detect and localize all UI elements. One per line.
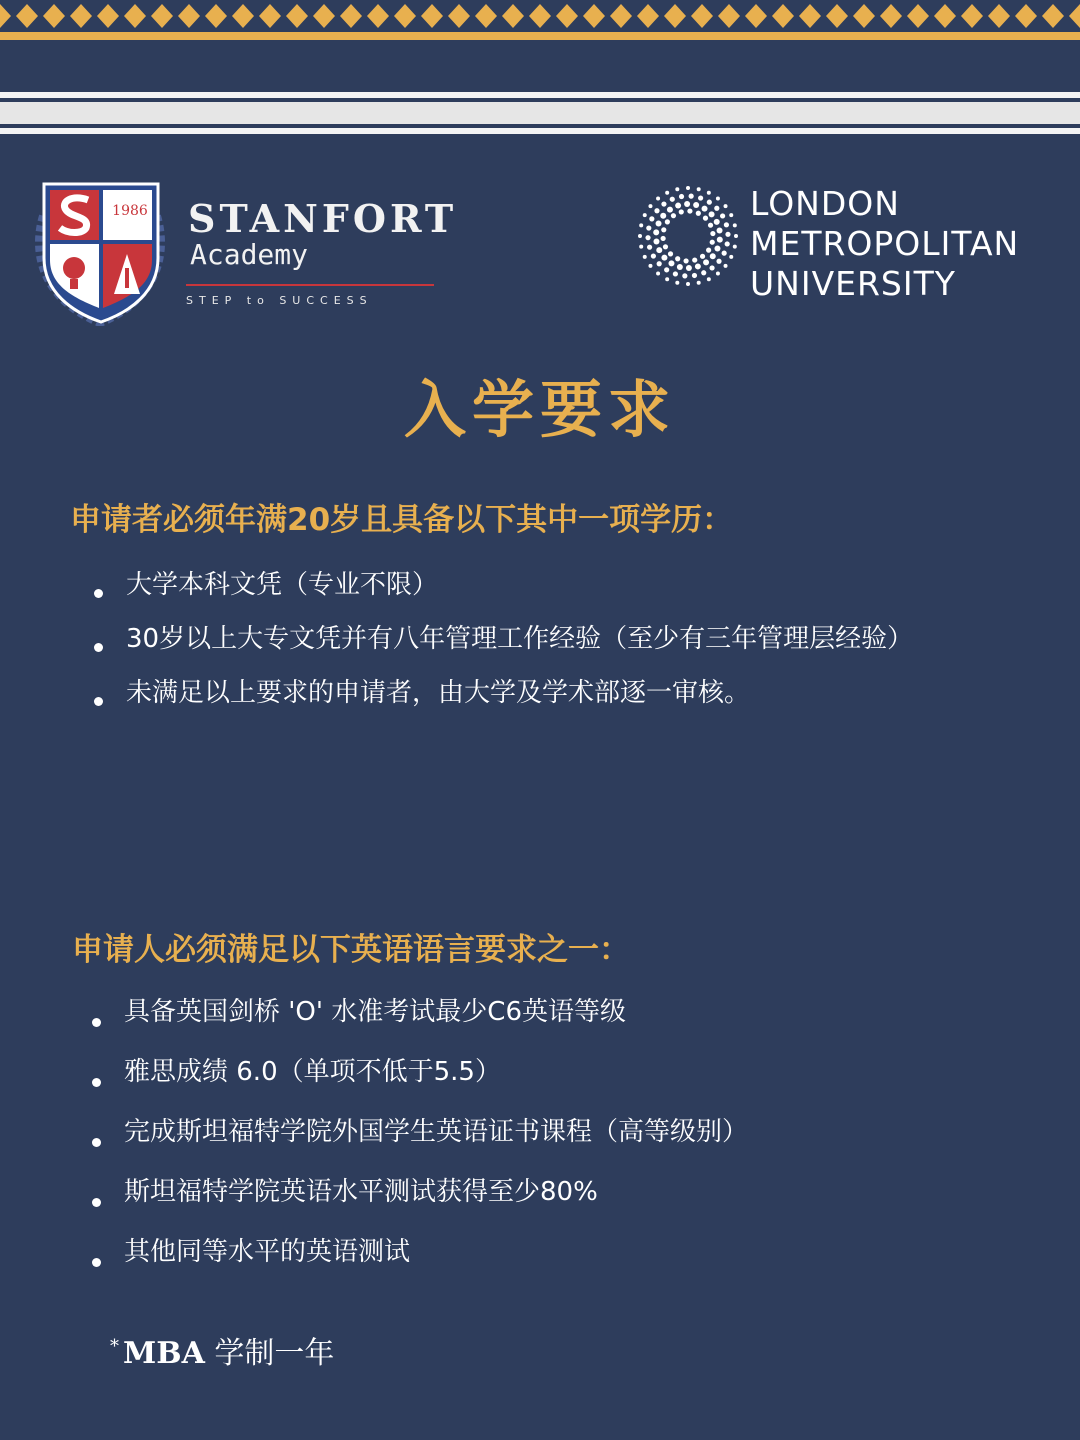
logo-dot xyxy=(649,216,654,221)
logo-dot xyxy=(648,204,652,208)
logo-dot xyxy=(682,273,687,278)
logo-dot xyxy=(714,245,720,251)
logo-dot xyxy=(661,201,666,206)
logo-dot xyxy=(661,227,666,232)
logo-dot xyxy=(729,213,733,217)
logo-dot xyxy=(707,200,712,205)
logo-dot xyxy=(665,191,669,195)
logo-dot xyxy=(734,234,738,238)
list-item: 30岁以上大专文凭并有八年管理工作经验（至少有三年管理层经验） xyxy=(126,620,913,674)
logo-dot xyxy=(656,221,662,227)
logo-dot xyxy=(729,255,733,259)
logo-dot xyxy=(665,219,670,224)
logo-dot xyxy=(684,201,690,207)
logo-dot xyxy=(725,232,730,237)
logo-dot xyxy=(643,213,647,217)
footnote-mba: MBA xyxy=(123,1336,205,1371)
logo-dot xyxy=(647,245,652,250)
education-heading: 申请者必须年满20岁且具备以下其中一项学历： xyxy=(70,502,734,538)
logo-dot xyxy=(643,255,647,259)
logo-dot xyxy=(648,264,652,268)
logo-dot xyxy=(677,264,683,270)
lmu-line-3: UNIVERSITY xyxy=(750,264,956,303)
stanfort-tagline: STEP to SUCCESS xyxy=(186,294,373,307)
logo-dot xyxy=(667,207,673,213)
logo-dot xyxy=(700,254,705,259)
list-item: 大学本科文凭（专业不限） xyxy=(126,566,913,620)
logo-dot xyxy=(716,272,720,276)
logo-dot xyxy=(687,208,692,213)
logo-dot xyxy=(702,206,708,212)
logo-dot xyxy=(679,209,684,214)
stanfort-year: 1986 xyxy=(112,203,148,219)
logo-dot xyxy=(714,206,719,211)
logo-dot xyxy=(716,259,721,264)
list-item: 完成斯坦福特学院外国学生英语证书课程（高等级别） xyxy=(124,1112,748,1172)
logo-dot xyxy=(651,253,656,258)
logo-dot xyxy=(717,237,723,243)
lmu-line-2: METROPOLITAN xyxy=(750,224,1020,263)
logo-dot xyxy=(686,265,692,271)
education-list xyxy=(126,566,913,728)
logo-dot xyxy=(709,211,715,217)
logo-dot xyxy=(683,258,688,263)
decorative-top-border xyxy=(0,0,1080,44)
logo-dot xyxy=(703,216,708,221)
logo-dot xyxy=(693,202,699,208)
logo-dot xyxy=(708,223,713,228)
year-badge xyxy=(106,198,154,222)
decorative-stripe-band xyxy=(0,92,1080,134)
logo-dot xyxy=(686,282,690,286)
english-heading: 申请人必须满足以下英语语言要求之一： xyxy=(72,932,630,968)
logo-dot xyxy=(725,241,730,246)
logo-dot xyxy=(724,222,729,227)
logo-dot xyxy=(660,213,666,219)
logo-dot xyxy=(698,195,703,200)
logo-dot xyxy=(720,213,725,218)
logo-dot xyxy=(663,244,668,249)
logo-dot xyxy=(733,223,737,227)
logo-dot xyxy=(665,277,669,281)
lmu-line-1: LONDON xyxy=(750,184,900,223)
london-metropolitan-logo xyxy=(636,184,1046,303)
logo-dot xyxy=(646,225,651,230)
logo-dot xyxy=(692,257,697,262)
logo-dot xyxy=(638,234,642,238)
logo-dot xyxy=(724,204,728,208)
logo-dot xyxy=(639,245,643,249)
logo-dot xyxy=(710,240,715,245)
logo-dot xyxy=(697,281,701,285)
logo-dot xyxy=(656,247,662,253)
stanfort-academy-logo xyxy=(30,176,458,326)
logo-dot xyxy=(639,223,643,227)
footnote-text: 学制一年 xyxy=(204,1336,335,1371)
logo-dot xyxy=(664,267,669,272)
logo-dot xyxy=(661,236,666,241)
lmu-wordmark xyxy=(750,184,1019,304)
list-item: 雅思成绩 6.0（单项不低于5.5） xyxy=(124,1052,748,1112)
logo-dot xyxy=(710,253,716,259)
logo-dot xyxy=(686,186,690,190)
list-item: 其他同等水平的英语测试 xyxy=(124,1232,748,1292)
logo-dot xyxy=(675,256,680,261)
logo-dot xyxy=(675,281,679,285)
logo-dot xyxy=(701,270,706,275)
logo-dot xyxy=(733,245,737,249)
footnote-asterisk: * xyxy=(110,1336,119,1357)
logo-dot xyxy=(657,261,662,266)
logo-dot xyxy=(707,191,711,195)
logo-dot xyxy=(710,231,715,236)
logo-dot xyxy=(673,271,678,276)
list-item: 斯坦福特学院英语水平测试获得至少80% xyxy=(124,1172,748,1232)
logo-dot xyxy=(653,229,659,235)
page-title: 入学要求 xyxy=(403,373,676,446)
footnote xyxy=(110,1328,334,1372)
logo-dot xyxy=(653,238,659,244)
logo-dot xyxy=(645,235,650,240)
lmu-dot-ring-icon xyxy=(636,184,740,288)
logo-dot xyxy=(661,255,667,261)
stanfort-subtitle: Academy xyxy=(190,238,309,271)
logo-dot xyxy=(709,265,714,270)
list-item: 未满足以上要求的申请者，由大学及学术部逐一审核。 xyxy=(126,674,913,728)
stanfort-divider xyxy=(186,284,434,286)
logo-dot xyxy=(692,273,697,278)
logo-dot xyxy=(679,194,684,199)
list-item: 具备英国剑桥 'O' 水准考试最少C6英语等级 xyxy=(124,992,748,1052)
logo-dot xyxy=(717,228,723,234)
logo-dot xyxy=(714,219,720,225)
english-list xyxy=(124,992,748,1292)
logo-dot xyxy=(706,248,711,253)
logo-dot xyxy=(722,251,727,256)
logo-dot xyxy=(696,211,701,216)
logo-dot xyxy=(656,272,660,276)
stanfort-name: STANFORT xyxy=(188,196,458,241)
logo-dot xyxy=(656,196,660,200)
logo-dot xyxy=(668,251,673,256)
logo-dot xyxy=(703,259,709,265)
logo-dot xyxy=(707,277,711,281)
logo-dot xyxy=(716,196,720,200)
logo-dot xyxy=(671,213,676,218)
logo-dot xyxy=(654,208,659,213)
logo-dot xyxy=(668,260,674,266)
logo-dot xyxy=(675,203,681,209)
logo-dot xyxy=(695,263,701,269)
logo-dot xyxy=(724,264,728,268)
logo-dot xyxy=(675,187,679,191)
logo-dot xyxy=(670,197,675,202)
logo-dot xyxy=(697,187,701,191)
logo-dot xyxy=(689,194,694,199)
